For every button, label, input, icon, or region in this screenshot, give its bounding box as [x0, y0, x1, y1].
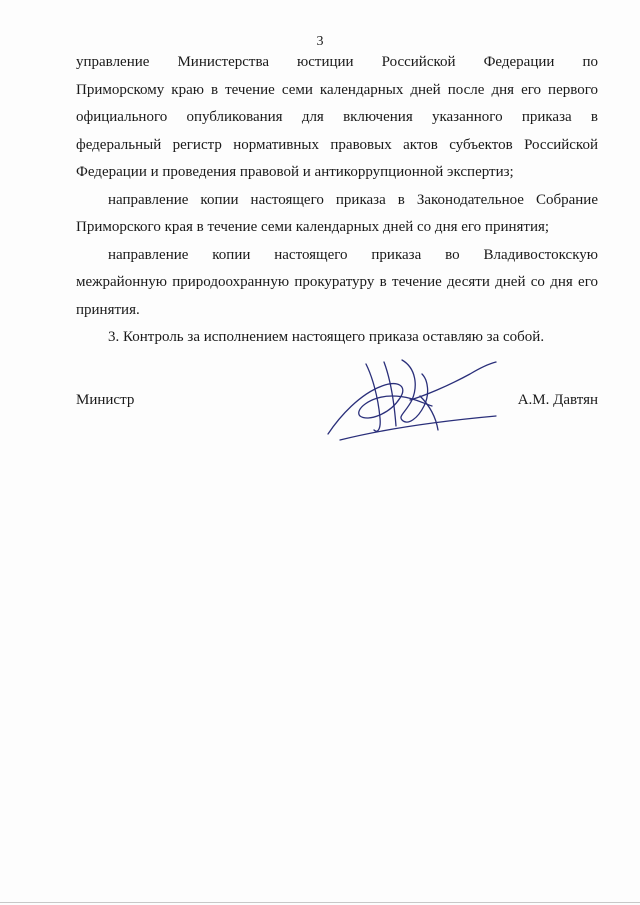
signer-title: Министр	[76, 392, 135, 408]
text-line: Приморскому краю в течение семи календарных дней после дня его первого	[76, 81, 598, 98]
text-line: направление копии настоящего приказа во Владивостокскую	[108, 246, 598, 263]
signer-name: А.М. Давтян	[517, 392, 598, 408]
text-line: 3. Контроль за исполнением настоящего приказа оставляю за собой.	[108, 329, 545, 345]
handwritten-signature	[320, 356, 500, 446]
paragraph-prosecutor	[76, 242, 598, 325]
text-line: федеральный регистр нормативных правовых актов субъектов Российской	[76, 136, 598, 153]
page-bottom-edge	[0, 902, 640, 903]
paragraph-registry	[76, 49, 598, 187]
text-line: принятия.	[76, 301, 140, 318]
text-line: Приморского края в течение семи календарных дней со дня его принятия;	[76, 219, 550, 235]
signature-block	[76, 386, 598, 446]
text-line: управление Министерства юстиции Российской Федерации по	[76, 54, 598, 70]
text-line: официального опубликования для включения указанного приказа в	[76, 109, 598, 125]
page-number: 3	[316, 34, 324, 49]
text-line: направление копии настоящего приказа в Законодательное Собрание	[108, 191, 598, 208]
paragraph-control	[76, 324, 598, 352]
text-line: межрайонную природоохранную прокуратуру в течение десяти дней со дня его	[76, 274, 598, 290]
document-body	[76, 49, 598, 352]
text-line: Федерации и проведения правовой и антикоррупционной экспертиз;	[76, 164, 514, 180]
paragraph-legislative-assembly	[76, 187, 598, 242]
